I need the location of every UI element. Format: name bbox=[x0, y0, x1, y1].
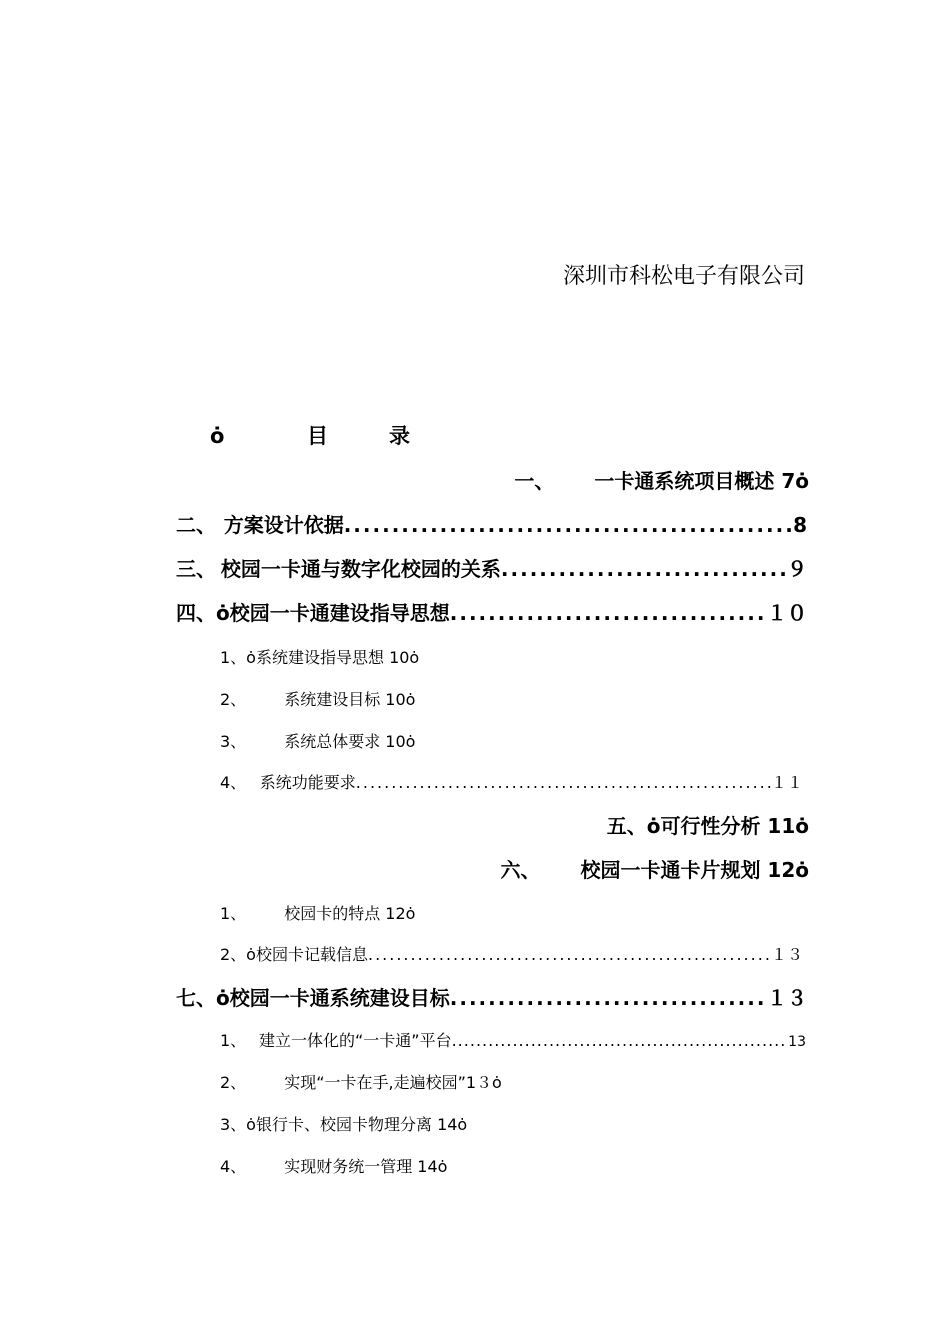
toc-entry-7-3[interactable] bbox=[220, 1113, 467, 1137]
toc-leader-dots bbox=[344, 511, 793, 539]
toc-entry-text: 系统建设目标 10ȯ bbox=[284, 690, 416, 709]
toc-entry-6[interactable] bbox=[500, 856, 809, 884]
toc-entry-number: 四、ȯ bbox=[176, 601, 230, 625]
toc-entry-1[interactable] bbox=[514, 467, 809, 495]
toc-entry-number: 1、 bbox=[220, 1031, 247, 1050]
toc-entry-text: 校园一卡通系统建设目标 bbox=[229, 986, 450, 1010]
toc-entry-6-1[interactable] bbox=[220, 902, 415, 926]
company-name: 深圳市科松电子有限公司 bbox=[562, 264, 805, 289]
toc-entry-page: 13 bbox=[788, 1034, 806, 1050]
toc-entry-6-2[interactable] bbox=[220, 943, 803, 967]
toc-entry-text: 建立一体化的“一卡通”平台 bbox=[259, 1031, 452, 1050]
toc-entry-number: 二、 bbox=[176, 513, 216, 537]
toc-entry-2[interactable] bbox=[176, 511, 807, 539]
toc-entry-4-2[interactable] bbox=[220, 688, 415, 712]
toc-entry-number: 三、 bbox=[176, 557, 216, 581]
toc-mark: ȯ bbox=[210, 424, 225, 448]
toc-entry-3[interactable] bbox=[176, 555, 807, 583]
toc-entry-number: 六、 bbox=[500, 858, 541, 882]
toc-leader-dots bbox=[450, 599, 767, 627]
toc-entry-text: 银行卡、校园卡物理分离 14ȯ bbox=[255, 1115, 468, 1134]
toc-entry-text: 一卡通系统项目概述 bbox=[594, 469, 775, 493]
toc-entry-text: 校园卡记载信息 bbox=[255, 945, 368, 964]
toc-entry-number: 2、ȯ bbox=[220, 945, 256, 964]
toc-entry-text: 校园卡的特点 12ȯ bbox=[284, 904, 416, 923]
toc-entry-text: 实现财务统一管理 14ȯ bbox=[284, 1157, 448, 1176]
toc-entry-number: 2、 bbox=[220, 1073, 247, 1092]
toc-entry-page: １０ bbox=[767, 601, 807, 625]
toc-entry-page: ９ bbox=[787, 557, 807, 581]
toc-entry-number: 3、 bbox=[220, 732, 247, 751]
toc-entry-4-4[interactable] bbox=[220, 771, 803, 795]
toc-title-char-1: 目 bbox=[307, 424, 328, 448]
toc-entry-text: 校园一卡通与数字化校园的关系 bbox=[220, 557, 501, 581]
toc-entry-number: 4、 bbox=[220, 1157, 247, 1176]
toc-entry-number: 一、 bbox=[514, 469, 555, 493]
toc-entry-page: 8 bbox=[793, 513, 807, 537]
toc-entry-4-3[interactable] bbox=[220, 730, 415, 754]
toc-entry-number: 1、ȯ bbox=[220, 648, 256, 667]
toc-entry-number: 4、 bbox=[220, 773, 247, 792]
toc-entry-7[interactable] bbox=[176, 984, 807, 1012]
toc-entry-number: 3、ȯ bbox=[220, 1115, 256, 1134]
toc-leader-dots bbox=[356, 771, 771, 795]
toc-leader-dots bbox=[452, 1029, 789, 1053]
toc-entry-number: 2、 bbox=[220, 690, 247, 709]
toc-entry-number: 七、ȯ bbox=[176, 986, 230, 1010]
toc-entry-number: 五、ȯ bbox=[606, 814, 661, 838]
toc-entry-text: 系统建设指导思想 10ȯ bbox=[255, 648, 420, 667]
toc-entry-text: 系统总体要求 10ȯ bbox=[284, 732, 416, 751]
toc-title-char-2: 录 bbox=[389, 424, 410, 448]
toc-entry-7-4[interactable] bbox=[220, 1155, 447, 1179]
toc-entry-7-2[interactable] bbox=[220, 1071, 502, 1095]
toc-entry-7-1[interactable] bbox=[220, 1029, 806, 1054]
toc-entry-text: 方案设计依据 bbox=[223, 513, 344, 537]
toc-entry-text: 校园一卡通卡片规划 12ȯ bbox=[580, 858, 809, 882]
toc-entry-number: 1、 bbox=[220, 904, 247, 923]
toc-entry-text: 可行性分析 11ȯ bbox=[660, 814, 809, 838]
toc-entry-text: 校园一卡通建设指导思想 bbox=[229, 601, 450, 625]
toc-leader-dots bbox=[368, 943, 771, 967]
toc-entry-4-1[interactable] bbox=[220, 646, 419, 670]
toc-entry-page: １３ bbox=[770, 945, 803, 964]
toc-entry-5[interactable] bbox=[607, 812, 809, 840]
toc-leader-dots bbox=[450, 984, 767, 1012]
toc-entry-page: １３ bbox=[767, 986, 807, 1010]
toc-entry-4[interactable] bbox=[176, 599, 807, 627]
toc-entry-text: 系统功能要求 bbox=[259, 773, 356, 792]
toc-entry-page: 7ȯ bbox=[781, 469, 809, 493]
toc-entry-page: １１ bbox=[770, 773, 803, 792]
toc-leader-dots bbox=[501, 555, 787, 583]
toc-entry-text: 实现“一卡在手,走遍校园”1３ȯ bbox=[284, 1073, 502, 1092]
